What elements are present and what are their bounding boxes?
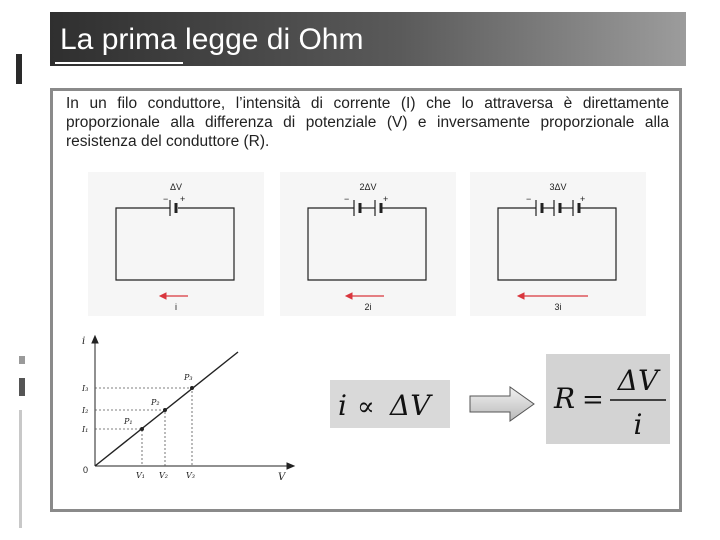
data-point [140,427,144,431]
ohm-law-paragraph: In un filo conduttore, l’intensità di corrente (I) che lo attraversa è direttamente proporzionale alla differenza di potenziale (V) e inversamente proporzionale alla resistenza del conduttore (R). [66,95,669,150]
x-axis-label: V [278,472,286,483]
graph-axes [92,336,294,469]
formula-r: R [554,382,576,415]
current-arrow-icon [518,293,588,299]
battery-minus-sign: − [344,194,350,204]
formula-equals: = [582,385,604,415]
circuit-loop [308,208,426,280]
resistance-formula [546,354,670,444]
left-decor-mark [19,378,25,396]
point-label: P₃ [184,373,193,382]
circuit-loop [498,208,616,280]
circuit-voltage-label: 3ΔV [549,182,567,192]
left-decor-line [19,410,22,528]
circuit-voltage-label: 2ΔV [359,182,377,192]
x-tick-label: V₁ [136,471,145,480]
left-accent-bar [16,54,22,84]
slide-title: La prima legge di Ohm [60,23,364,56]
formula-proportional-symbol: ∝ [357,392,375,422]
data-point [163,408,167,412]
proportionality-formula [330,380,450,428]
battery-cells [536,200,579,216]
formula-numerator: ΔV [617,364,659,397]
circuit-diagram-2 [280,172,456,316]
point-label: P₁ [124,417,133,426]
formula-denominator: i [633,408,643,441]
battery-plus-sign: + [180,194,186,204]
point-label: P₂ [151,398,160,407]
left-decor-mark [19,356,25,364]
current-voltage-graph [78,332,302,488]
battery-cell [170,200,176,216]
data-point [190,386,194,390]
battery-minus-sign: − [163,194,169,204]
circuit-loop [116,208,234,280]
y-tick-label: I₁ [82,425,89,434]
circuit-current-label: 3i [554,302,562,312]
title-underline [55,62,183,64]
right-arrow-icon [468,384,536,424]
circuit-current-label: 2i [364,302,372,312]
battery-plus-sign: + [383,194,389,204]
y-tick-label: I₃ [82,384,89,393]
circuit-current-label: i [175,302,177,312]
current-arrow-icon [346,293,384,299]
formula-i: i [338,389,347,422]
battery-minus-sign: − [526,194,532,204]
current-arrow-icon [160,293,188,299]
x-tick-label: V₃ [186,471,195,480]
y-axis-label: i [82,336,86,347]
circuit-voltage-label: ΔV [169,182,183,192]
circuit-diagram-3 [470,172,646,316]
y-tick-label: I₂ [82,406,89,415]
formula-delta-v: ΔV [390,389,431,422]
circuit-diagram-1 [88,172,264,316]
x-tick-label: V₂ [159,471,168,480]
battery-plus-sign: + [580,194,586,204]
origin-label: 0 [83,465,89,475]
